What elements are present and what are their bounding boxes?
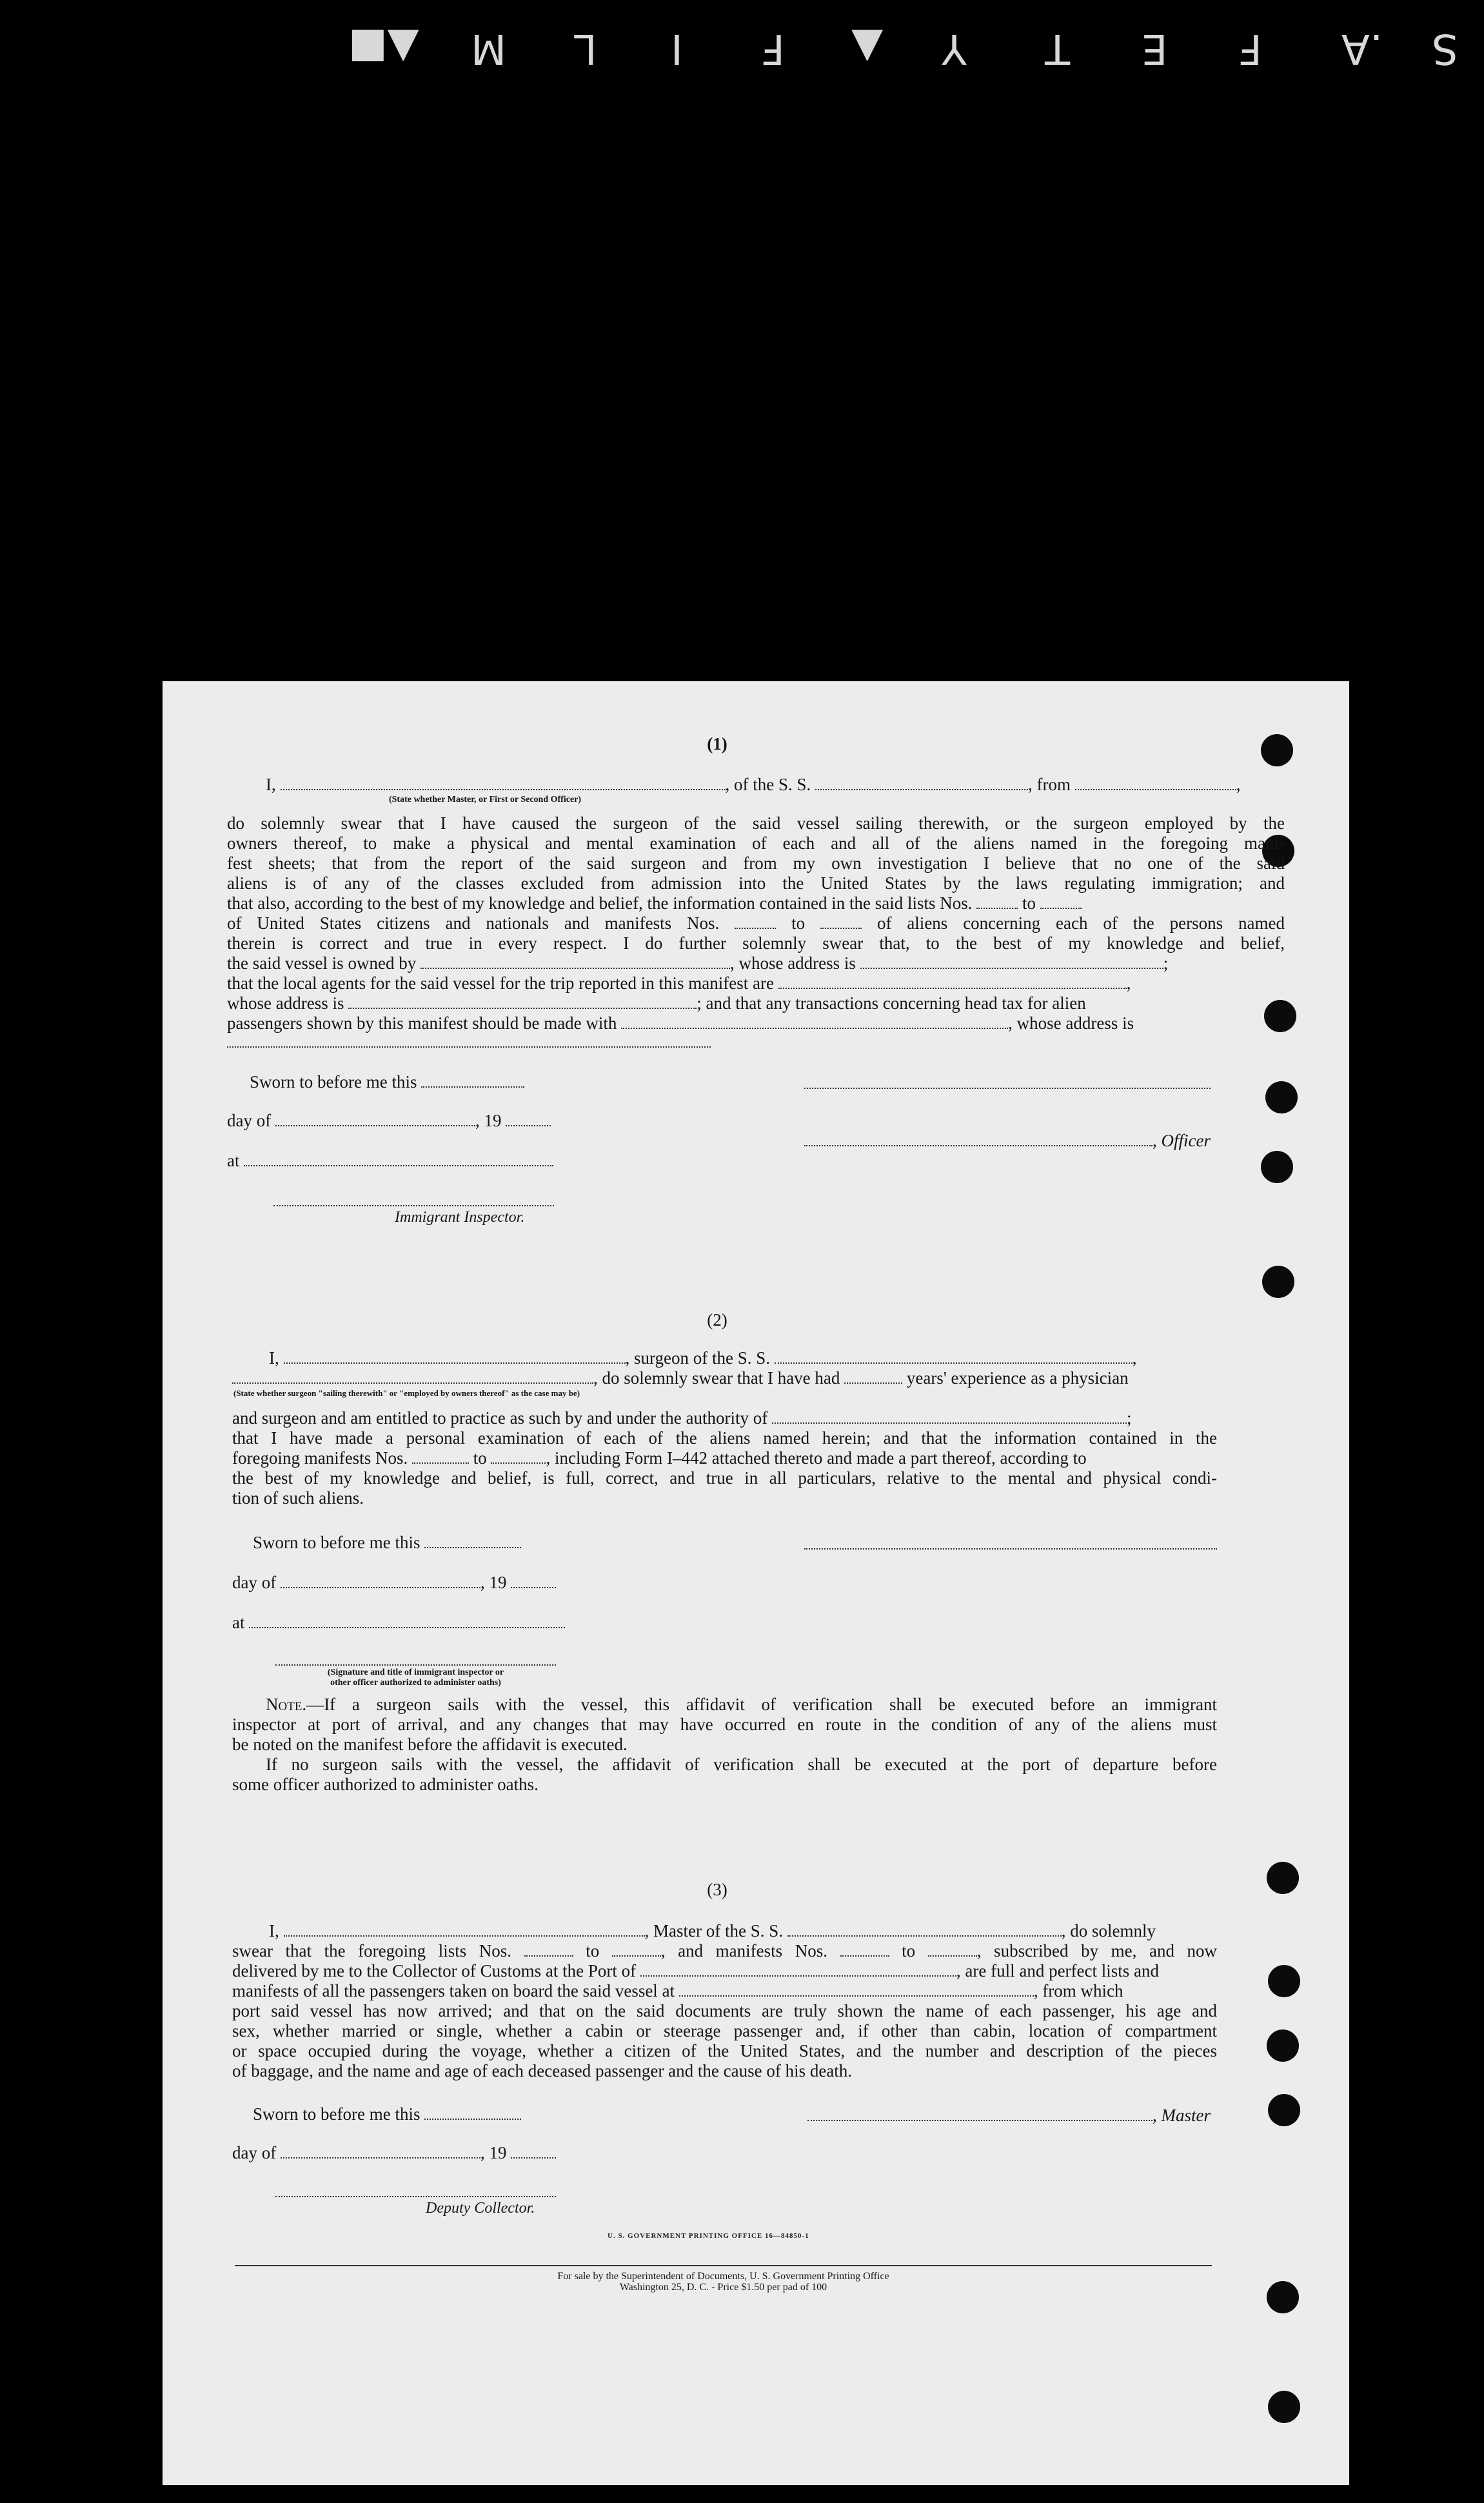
s3-line-3: delivered by me to the Collector of Customs at the Port of , are full and perfect lists and bbox=[232, 1961, 1160, 1980]
s2-line-2: , do solemnly swear that I have had years' experience as a physician bbox=[232, 1368, 1129, 1389]
s2-line-7: tion of such aliens. bbox=[232, 1488, 364, 1508]
film-letter: ▲■ bbox=[348, 25, 419, 72]
s1-day: day of , 19 bbox=[227, 1111, 551, 1132]
punch-hole bbox=[1268, 2094, 1300, 2126]
s3-sworn: Sworn to before me this bbox=[253, 2104, 521, 2125]
s2-note-line: If no surgeon sails with the vessel, the affidavit of verification shall be executed at the port of departure before bbox=[266, 1755, 1217, 1774]
s1-continuation-line bbox=[227, 1046, 711, 1048]
punch-hole bbox=[1264, 1000, 1296, 1032]
punch-hole bbox=[1265, 1081, 1298, 1113]
sale-notice-2: Washington 25, D. C. - Price $1.50 per pad of 100 bbox=[619, 2282, 827, 2293]
film-letter: M bbox=[471, 25, 507, 72]
manifest-affidavit-page bbox=[163, 681, 1349, 2485]
punch-hole bbox=[1261, 1151, 1293, 1183]
s3-para-line: sex, whether married or single, whether a cabin or steerage passenger and, if other than cabin, location of compartment bbox=[232, 2021, 1217, 2040]
s1-sworn: Sworn to before me this bbox=[250, 1072, 524, 1093]
s2-signature-line bbox=[804, 1548, 1217, 1550]
gpo-imprint: U. S. GOVERNMENT PRINTING OFFICE 16—84850-1 bbox=[608, 2232, 809, 2240]
s2-note-line: Note.—If a surgeon sails with the vessel, this affidavit of verification shall be executed before an immigrant bbox=[266, 1695, 1217, 1714]
s3-day: day of , 19 bbox=[232, 2143, 556, 2164]
s1-para-line: owners thereof, to make a physical and mental examination of each and all of the aliens named in the foregoing mani- bbox=[227, 833, 1285, 853]
s1-para-line: aliens is of any of the classes excluded from admission into the United States by the laws regulating immigration; and bbox=[227, 873, 1285, 893]
s1-inspector-line bbox=[273, 1205, 554, 1206]
footer-rule bbox=[235, 2265, 1212, 2266]
s2-line-4: that I have made a personal examination of each of the aliens named herein; and that the information contained in the bbox=[232, 1428, 1217, 1448]
punch-hole bbox=[1267, 2029, 1299, 2062]
s2-sworn: Sworn to before me this bbox=[253, 1533, 521, 1553]
s2-line-5: foregoing manifests Nos. to , including Form I–442 attached thereto and made a part thereof, according to bbox=[232, 1448, 1087, 1468]
s2-inspector-line bbox=[275, 1664, 556, 1666]
film-letter: F bbox=[761, 25, 785, 72]
s2-sig-caption-2: other officer authorized to administer oaths) bbox=[330, 1678, 501, 1688]
film-letter: S bbox=[1432, 25, 1458, 72]
s1-line-10: that the local agents for the said vessel for the trip reported in this manifest are , bbox=[227, 973, 1131, 993]
s3-master-line: , Master bbox=[807, 2106, 1211, 2126]
punch-hole bbox=[1267, 1862, 1299, 1894]
sale-notice-1: For sale by the Superintendent of Documents, U. S. Government Printing Office bbox=[557, 2271, 889, 2282]
s3-para-line: or space occupied during the voyage, whether a citizen of the United States, and the number and description of the pieces bbox=[232, 2041, 1217, 2060]
s1-line-7: of United States citizens and nationals and manifests Nos. to of aliens concerning each of the persons named bbox=[227, 913, 1285, 933]
s2-note-line: inspector at port of arrival, and any changes that may have occurred en route in the condition of any of the aliens must bbox=[232, 1715, 1217, 1734]
s2-day: day of , 19 bbox=[232, 1573, 556, 1593]
film-letter: E bbox=[1142, 25, 1168, 72]
film-letter: Y bbox=[942, 25, 967, 72]
s1-line-11: whose address is ; and that any transactions concerning head tax for alien bbox=[227, 993, 1086, 1013]
s3-line-4: manifests of all the passengers taken on board the said vessel at , from which bbox=[232, 1981, 1123, 2000]
s1-inspector-caption: Immigrant Inspector. bbox=[395, 1209, 525, 1226]
s2-note-line: be noted on the manifest before the affidavit is executed. bbox=[232, 1735, 628, 1754]
s1-officer-line: , Officer bbox=[804, 1131, 1211, 1152]
s1-line-12: passengers shown by this manifest should be made with , whose address is bbox=[227, 1013, 1134, 1033]
section-number: (1) bbox=[707, 734, 727, 753]
s1-line-8: therein is correct and true in every respect. I do further solemnly swear that, to the best of my knowledge and belief, bbox=[227, 933, 1285, 953]
section-number: (2) bbox=[707, 1310, 727, 1330]
s1-para-line: fest sheets; that from the report of the said surgeon and from my own investigation I believe that no one of the said bbox=[227, 853, 1285, 873]
punch-hole bbox=[1262, 1266, 1294, 1298]
film-letter: F bbox=[1238, 25, 1262, 72]
film-edge-print bbox=[335, 25, 1483, 76]
punch-hole bbox=[1268, 1965, 1300, 1997]
punch-hole bbox=[1268, 2391, 1300, 2423]
s1-line-9: the said vessel is owned by , whose address is ; bbox=[227, 953, 1169, 973]
s1-caption: (State whether Master, or First or Second Officer) bbox=[388, 795, 582, 804]
film-letter: I bbox=[671, 25, 683, 72]
s1-para-line: do solemnly swear that I have caused the surgeon of the said vessel sailing therewith, or the surgeon employed by the bbox=[227, 813, 1285, 833]
s1-line-6: that also, according to the best of my knowledge and belief, the information contained in the said lists Nos. to bbox=[227, 893, 1285, 914]
s3-para-line: of baggage, and the name and age of each deceased passenger and the cause of his death. bbox=[232, 2061, 853, 2080]
film-letter: L bbox=[574, 25, 597, 72]
s2-line-6: the best of my knowledge and belief, is full, correct, and true in all particulars, relative to the mental and physical condi- bbox=[232, 1468, 1217, 1488]
s3-line-2: swear that the foregoing lists Nos. to , and manifests Nos. to , subscribed by me, and now bbox=[232, 1941, 1218, 1960]
s2-at: at bbox=[232, 1613, 565, 1633]
s3-collector-line bbox=[275, 2196, 556, 2197]
s2-line-3: and surgeon and am entitled to practice as such by and under the authority of ; bbox=[232, 1408, 1132, 1428]
punch-hole bbox=[1267, 2281, 1299, 2313]
s1-line-1: I, , of the S. S. , from , bbox=[266, 775, 1241, 794]
s2-note-line: some officer authorized to administer oaths. bbox=[232, 1775, 539, 1794]
punch-hole bbox=[1261, 734, 1293, 766]
s3-para-line: port said vessel has now arrived; and that on the said documents are truly shown the name of each passenger, his age and bbox=[232, 2001, 1217, 2020]
film-letter: ▲ bbox=[851, 25, 884, 72]
s3-collector-caption: Deputy Collector. bbox=[426, 2200, 535, 2217]
s1-at: at bbox=[227, 1151, 553, 1172]
film-letter: T bbox=[1045, 25, 1071, 72]
s3-line-1: I, , Master of the S. S. , do solemnly bbox=[269, 1921, 1156, 1940]
section-number: (3) bbox=[707, 1880, 727, 1899]
film-letter: .A bbox=[1341, 25, 1383, 72]
s2-sig-caption-1: (Signature and title of immigrant inspector or bbox=[327, 1668, 504, 1677]
s1-signature-line bbox=[804, 1088, 1211, 1089]
s2-line-1: I, , surgeon of the S. S. , bbox=[269, 1348, 1137, 1368]
s2-caption: (State whether surgeon "sailing therewith" or "employed by owners thereof" as the case may be) bbox=[233, 1388, 580, 1398]
